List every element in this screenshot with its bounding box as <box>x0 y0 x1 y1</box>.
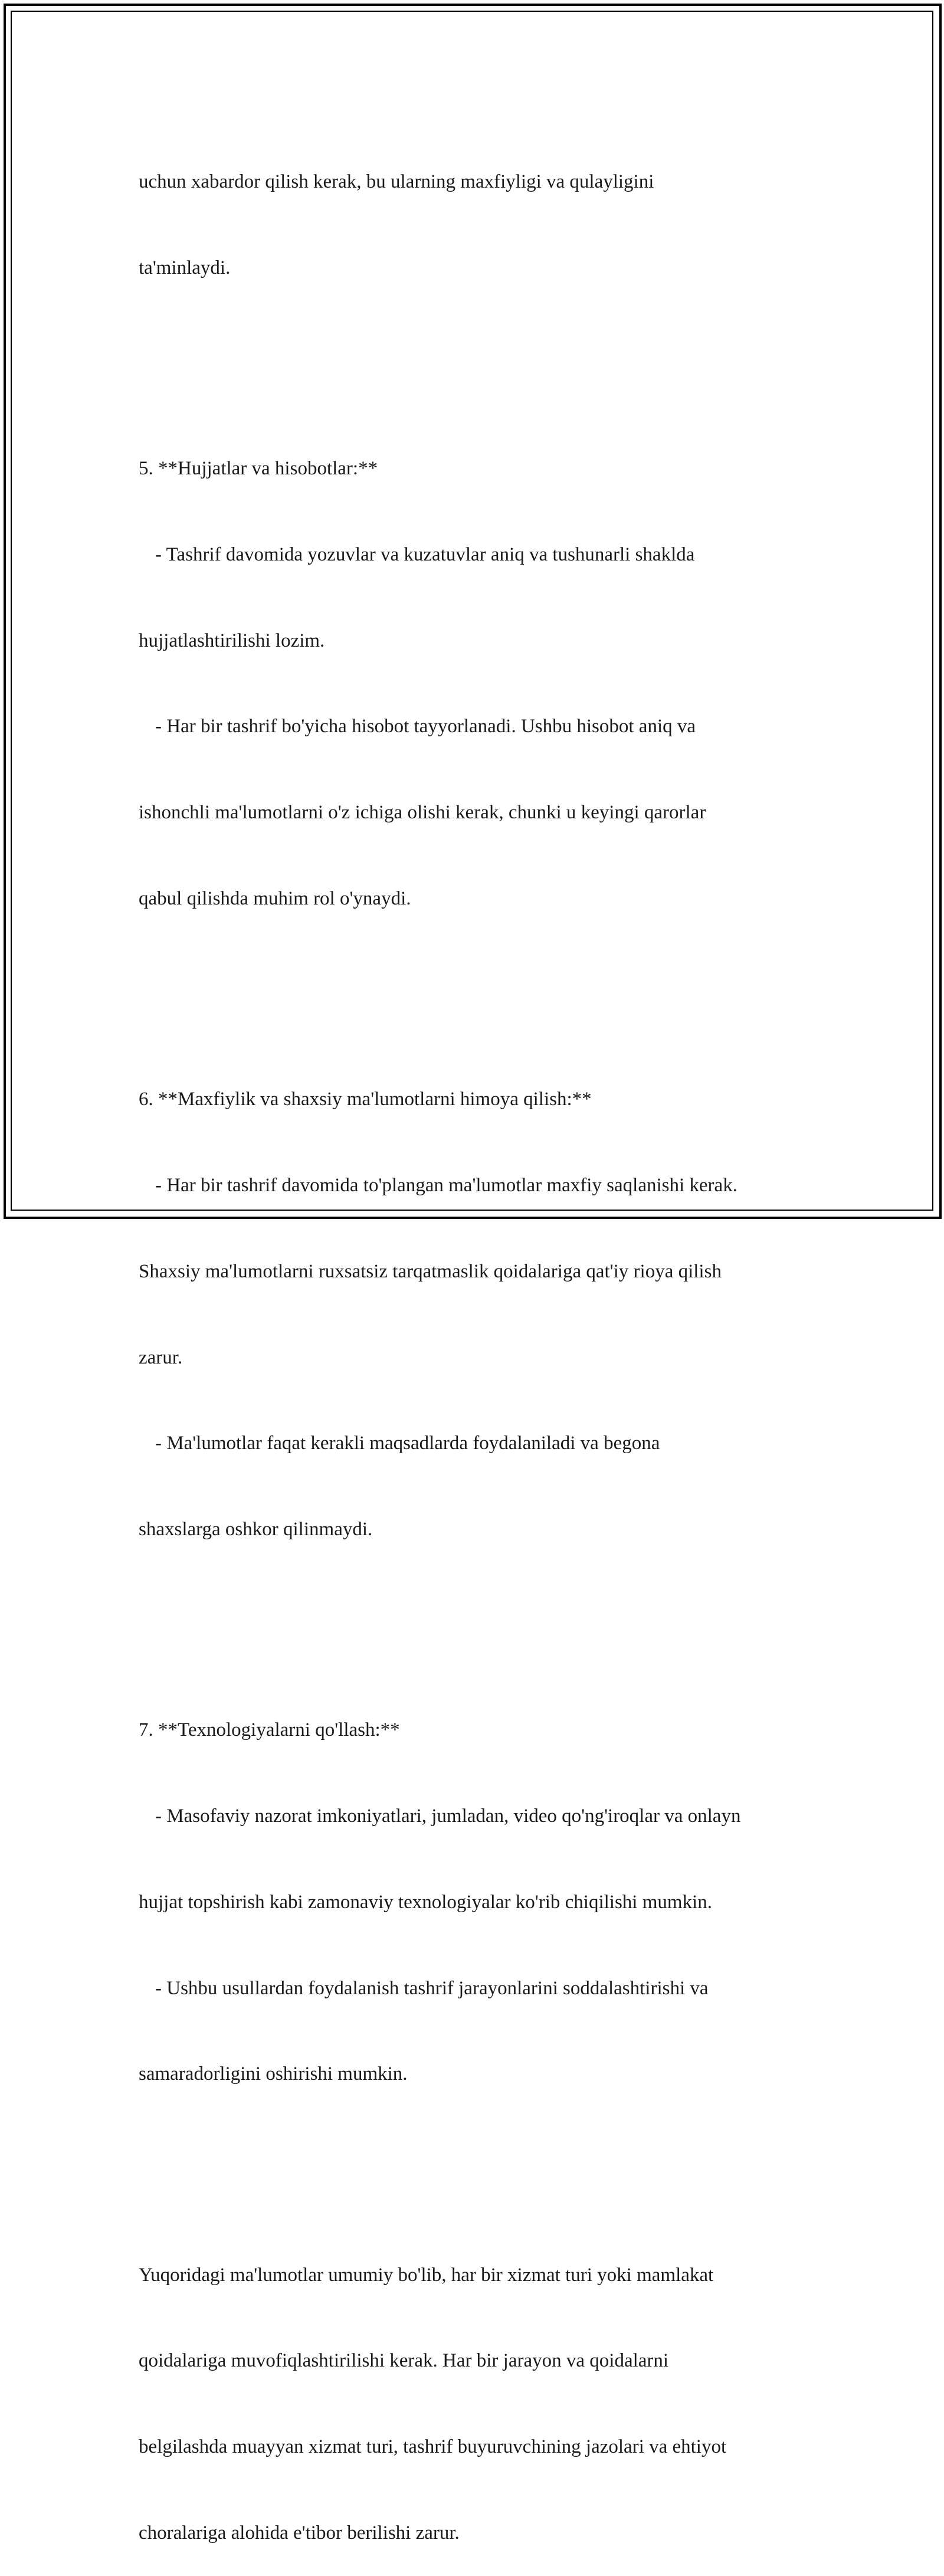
text-line: hujjatlashtirilishi lozim. <box>139 630 325 651</box>
conclusion-line: belgilashda muayyan xizmat turi, tashrif buyuruvchining jazolari va ehtiyot <box>139 2436 727 2458</box>
paragraph-gap <box>139 1601 823 1630</box>
paragraph-gap <box>139 340 823 369</box>
text-line: hujjat topshirish kabi zamonaviy texnologiyalar ko'rib chiqilishi mumkin. <box>139 1891 712 1913</box>
conclusion-line: Yuqoridagi ma'lumotlar umumiy bo'lib, har bir xizmat turi yoki mamlakat <box>139 2264 714 2286</box>
section-heading: 5. **Hujjatlar va hisobotlar:** <box>139 458 378 480</box>
conclusion-line: choralariga alohida e'tibor berilishi zarur. <box>139 2522 460 2544</box>
paragraph-gap <box>139 971 823 999</box>
text-line: zarur. <box>139 1346 183 1368</box>
text-line: ta'minlaydi. <box>139 257 231 278</box>
bullet-line: - Har bir tashrif bo'yicha hisobot tayyorlanadi. Ushbu hisobot aniq va <box>155 716 696 738</box>
conclusion-line: qoidalariga muvofiqlashtirilishi kerak. Har bir jarayon va qoidalarni <box>139 2350 669 2372</box>
bullet-line: - Ushbu usullardan foydalanish tashrif jarayonlarini soddalashtirishi va <box>155 1977 709 1999</box>
text-line: qabul qilishda muhim rol o'ynaydi. <box>139 888 411 910</box>
bullet-line: - Har bir tashrif davomida to'plangan ma'lumotlar maxfiy saqlanishi kerak. <box>155 1174 738 1196</box>
bullet-line: - Tashrif davomida yozuvlar va kuzatuvlar aniq va tushunarli shaklda <box>155 543 695 565</box>
section-heading: 7. **Texnologiyalarni qo'llash:** <box>139 1719 400 1741</box>
section-heading: 6. **Maxfiylik va shaxsiy ma'lumotlarni himoya qilish:** <box>139 1089 592 1110</box>
paragraph-gap <box>139 2146 823 2175</box>
text-line: Shaxsiy ma'lumotlarni ruxsatsiz tarqatmaslik qoidalariga qat'iy rioya qilish <box>139 1260 722 1282</box>
text-line: ishonchli ma'lumotlarni o'z ichiga olishi kerak, chunki u keyingi qarorlar <box>139 802 706 824</box>
bullet-line: - Ma'lumotlar faqat kerakli maqsadlarda foydalaniladi va begona <box>155 1433 660 1454</box>
bullet-line: - Masofaviy nazorat imkoniyatlari, jumladan, video qo'ng'iroqlar va onlayn <box>155 1805 741 1827</box>
text-line: samaradorligini oshirishi mumkin. <box>139 2063 408 2085</box>
text-line: uchun xabardor qilish kerak, bu ularning maxfiyligi va qulayligini <box>139 171 654 193</box>
document-body <box>139 110 823 2576</box>
text-line: shaxslarga oshkor qilinmaydi. <box>139 1519 373 1541</box>
